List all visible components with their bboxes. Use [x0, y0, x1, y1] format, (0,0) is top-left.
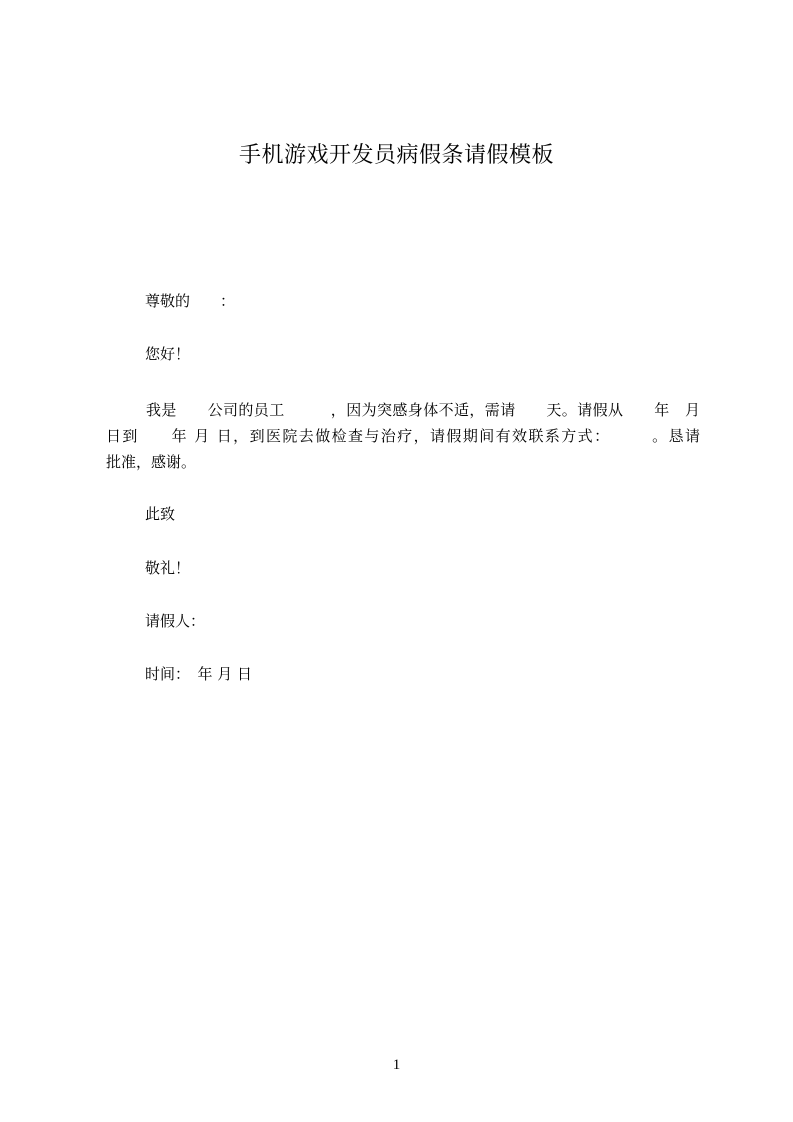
time-line: 时间： 年 月 日: [145, 665, 253, 683]
body-paragraph: [106, 397, 700, 475]
body-line-2: 日到 年 月 日，到医院去做检查与治疗，请假期间有效联系方式： 。恳请: [106, 427, 700, 445]
body-line-3: 批准，感谢。: [106, 453, 197, 471]
hello-line: 您好！: [145, 345, 191, 363]
requester-line: 请假人：: [145, 612, 206, 630]
salutation: 尊敬的 ：: [145, 292, 236, 310]
document-title: 手机游戏开发员病假条请假模板: [238, 143, 554, 168]
page-number: 1: [392, 1057, 401, 1073]
closing-line-2: 敬礼！: [145, 559, 191, 577]
body-line-1: 我是 公司的员工 ，因为突感身体不适，需请 天。请假从 年 月: [146, 401, 700, 419]
closing-line-1: 此致: [145, 505, 176, 523]
